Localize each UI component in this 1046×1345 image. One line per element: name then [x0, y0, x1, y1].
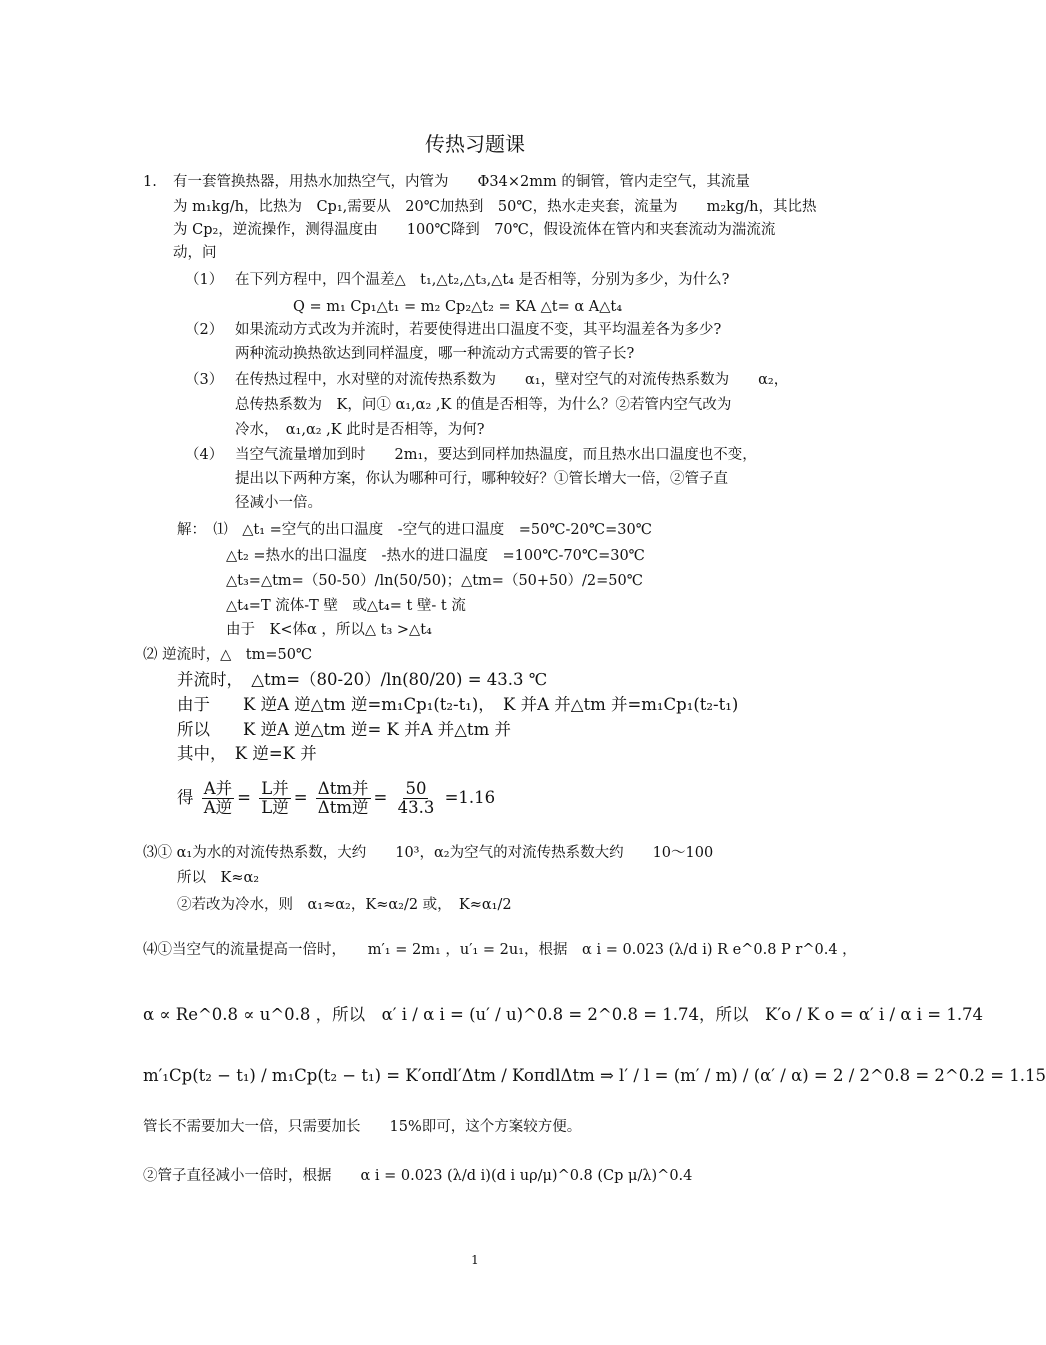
solution-line: α ∝ Re^0.8 ∝ u^0.8 ，所以 α′ i / α i = (u′ / u)^0.8 = 2^0.8 = 1.74，所以 K′o / K o = α′ i / α i = 1.74 — [143, 1005, 984, 1024]
fraction-denominator: 43.3 — [397, 798, 435, 817]
fraction-numerator: L并 — [261, 779, 289, 798]
question-equation: Q = m₁ Cp₁△t₁ = m₂ Cp₂△t₂ = KA △t= α A△t₄ — [293, 299, 623, 315]
solution-line: 管长不需要加大一倍，只需要加长 15%即可，这个方案较方便。 — [143, 1119, 582, 1135]
ratio-lead: 得 — [177, 788, 194, 807]
question-line: 当空气流量增加到时 2m₁，要达到同样加热温度，而且热水出口温度也不变， — [235, 447, 757, 463]
solution-line: ⑶① α₁为水的对流传热系数，大约 10³，α₂为空气的对流传热系数大约 10～100 — [143, 845, 714, 861]
solution-line: 所以 K 逆A 逆△tm 逆= K 并A 并△tm 并 — [177, 720, 511, 739]
solution-line: 其中， K 逆=K 并 — [177, 744, 317, 763]
solution-line: m′₁Cp(t₂ − t₁) / m₁Cp(t₂ − t₁) = K′oπdl′Δtm / KoπdlΔtm ⇒ l′ / l = (m′ / m) / (α′ / α) = 2 / 2^0.8 = 2^0.2 = 1.15 — [143, 1066, 1046, 1085]
fraction-numerator: A并 — [203, 779, 233, 798]
solution-line: ②管子直径减小一倍时，根据 α i = 0.023 (λ/d i)(d i uρ/μ)^0.8 (Cp μ/λ)^0.4 — [143, 1168, 693, 1184]
problem-line: 为 m₁kg/h，比热为 Cp₁,需要从 20℃加热到 50℃，热水走夹套，流量为 m₂kg/h，其比热 — [173, 199, 817, 215]
solution-line: 由于 K 逆A 逆△tm 逆=m₁Cp₁(t₂-t₁)， K 并A 并△tm 并=m₁Cp₁(t₂-t₁) — [177, 695, 739, 714]
solution-line: ⑷①当空气的流量提高一倍时， m′₁ = 2m₁ ，u′₁ = 2u₁，根据 α i = 0.023 (λ/d i) R e^0.8 P r^0.4 ， — [143, 942, 857, 958]
question-label: （3） — [185, 372, 224, 388]
solution-line: 解： ⑴ △t₁ =空气的出口温度 -空气的进口温度 =50℃-20℃=30℃ — [177, 522, 652, 538]
ratio-equation: 得 $\frac{\text{A并}}{\text{A逆}}$ = $\frac{\text{L并}}{\text{L逆}}$ = $\frac{\text{Δtm并}}{\text{Δtm逆}}$ = $\frac{50}{43.3}$ =1.16 — [177, 779, 496, 817]
problem-line: 动，问 — [173, 245, 217, 261]
question-label: （1） — [185, 272, 224, 288]
page-number: 1 — [471, 1253, 479, 1267]
solution-line: ⑵ 逆流时，△ tm=50℃ — [143, 647, 313, 663]
page-title: 传热习题课 — [425, 132, 525, 156]
question-line: 如果流动方式改为并流时，若要使得进出口温度不变，其平均温差各为多少? — [235, 322, 722, 338]
solution-line: 并流时， △tm=（80-20）/ln(80/20) = 43.3 ℃ — [177, 670, 548, 689]
problem-line: 为 Cp₂，逆流操作，测得温度由 100℃降到 70℃，假设流体在管内和夹套流动为湍流流 — [173, 222, 776, 238]
fraction-denominator: A逆 — [203, 798, 233, 817]
fraction-numerator: Δtm并 — [317, 779, 369, 798]
solution-line: 由于 K<体α ，所以△ t₃ >△t₄ — [226, 622, 432, 638]
question-line: 在传热过程中，水对壁的对流传热系数为 α₁，壁对空气的对流传热系数为 α₂， — [235, 372, 789, 388]
question-label: （2） — [185, 322, 224, 338]
question-line: 在下列方程中，四个温差△ t₁,△t₂,△t₃,△t₄ 是否相等，分别为多少，为什么? — [235, 272, 730, 288]
solution-line: △t₃=△tm=（50-50）/ln(50/50)；△tm=（50+50）/2=50℃ — [226, 573, 643, 589]
question-line: 提出以下两种方案，你认为哪种可行，哪种较好？①管长增大一倍，②管子直 — [235, 471, 728, 487]
fraction-numerator: 50 — [405, 779, 427, 798]
ratio-result: =1.16 — [444, 788, 496, 807]
problem-line: 有一套管换热器，用热水加热空气，内管为 Φ34×2mm 的铜管，管内走空气，其流量 — [173, 174, 750, 190]
question-line: 冷水， α₁,α₂ ,K 此时是否相等，为何? — [235, 422, 485, 438]
solution-line: 所以 K≈α₂ — [177, 870, 260, 886]
question-line: 两种流动换热欲达到同样温度，哪一种流动方式需要的管子长? — [235, 346, 635, 362]
question-line: 径减小一倍。 — [235, 495, 322, 511]
solution-line: △t₂ =热水的出口温度 -热水的进口温度 =100℃-70℃=30℃ — [226, 548, 645, 564]
fraction-denominator: Δtm逆 — [317, 798, 369, 817]
problem-index: 1. — [143, 174, 157, 190]
question-line: 总传热系数为 K，问① α₁,α₂ ,K 的值是否相等，为什么？②若管内空气改为 — [235, 397, 732, 413]
solution-line: △t₄=T 流体-T 壁 或△t₄= t 壁- t 流 — [226, 598, 466, 614]
question-label: （4） — [185, 447, 224, 463]
solution-line: ②若改为冷水，则 α₁≈α₂，K≈α₂/2 或， K≈α₁/2 — [177, 897, 512, 913]
fraction-denominator: L逆 — [261, 798, 289, 817]
